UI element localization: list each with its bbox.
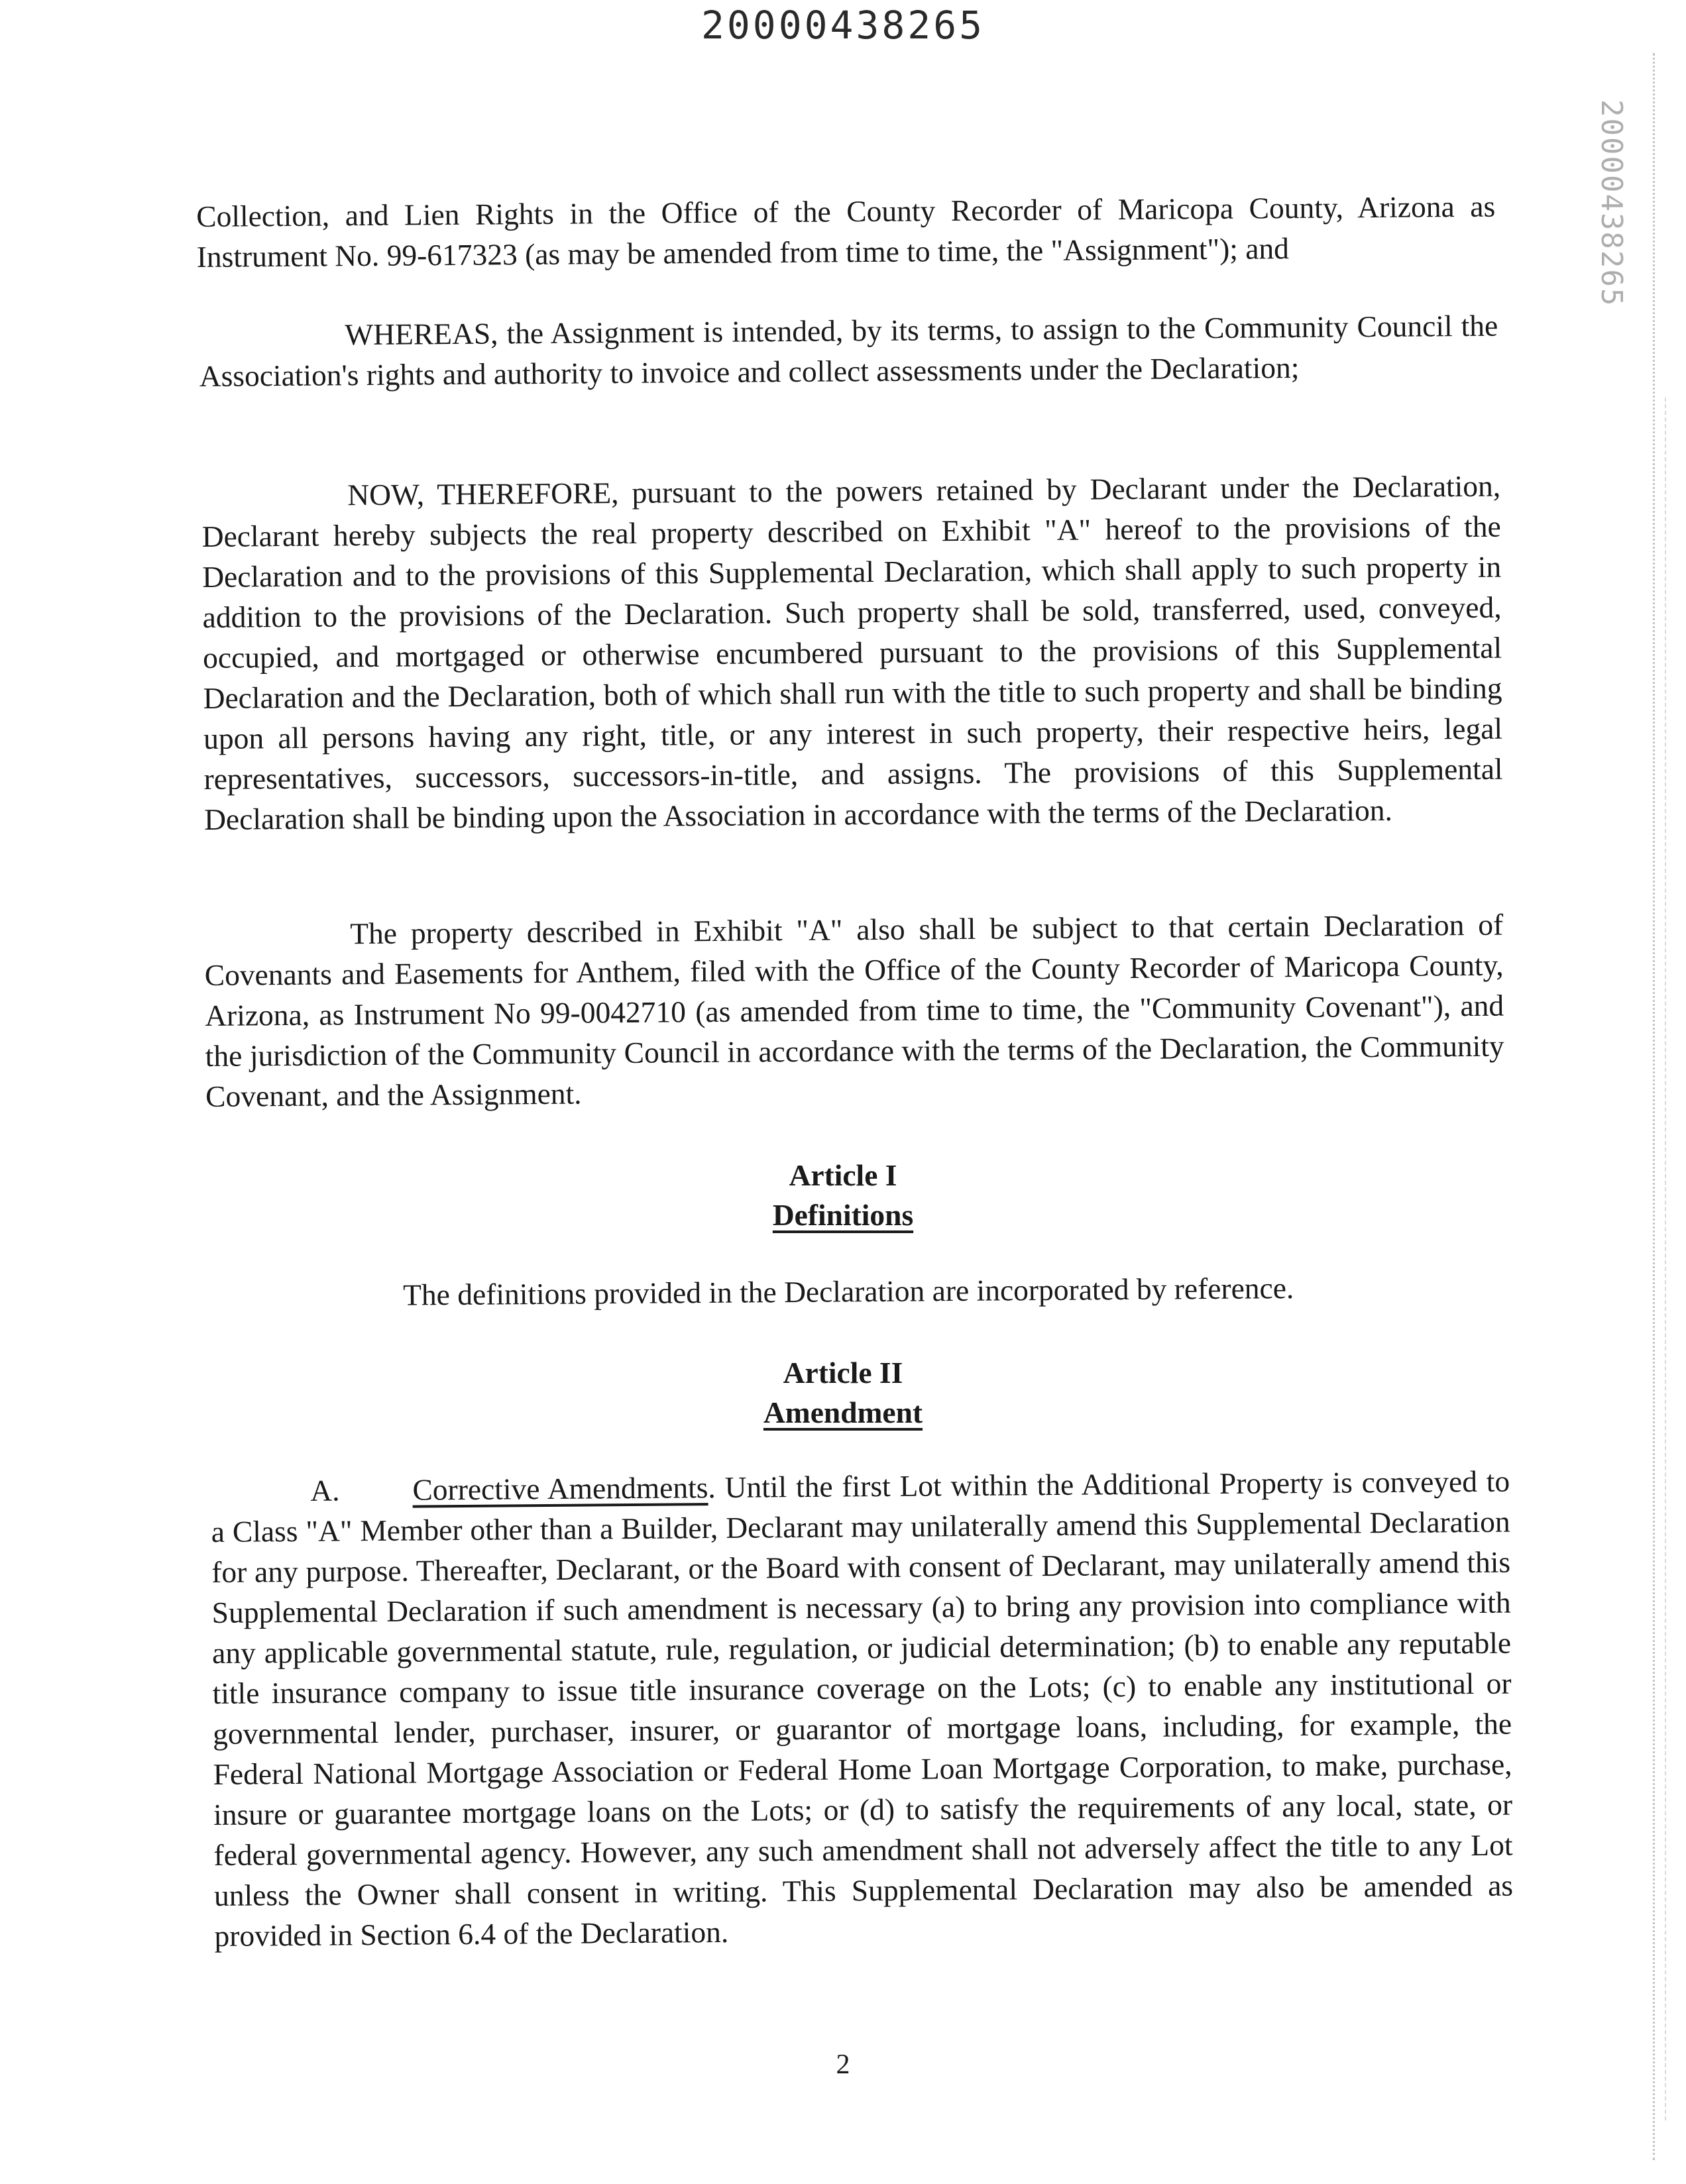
section-text: . Until the first Lot within the Additional Property is conveyed to a Class "A" Member other than a Builder, Declarant may unilaterally amend this Supplemental Declaration for any purpose. Thereafter, Declarant, or the Board with consent of Declarant, may unilaterally amend this Supplemental Declaration if such amendment is necessary (a) to bring any provision into compliance with any applicable governmental statute, rule, regulation, or judicial determination; (b) to enable any reputable title insurance company to issue title insurance coverage on the Lots; (c) to enable any institutional or governmental lender, purchaser, insurer, or guarantor of mortgage loans, including, for example, the Federal National Mortgage Association or Federal Home Loan Mortgage Corporation, to make, purchase, insure or guarantee mortgage loans on the Lots; or (d) to satisfy the requirements of any local, state, or federal governmental agency. However, any such amendment shall not adversely affect the title to any Lot unless the Owner shall consent in writing. This Supplemental Declaration may also be amended as provided in Section 6.4 of the Declaration.	[211, 1464, 1514, 1953]
paragraph-text: WHEREAS, the Assignment is intended, by its terms, to assign to the Community Council the Association's rights and authority to invoice and collect assessments under the Declaration;	[199, 308, 1498, 393]
paragraph-now-therefore	[201, 466, 1503, 840]
section-corrective-amendments	[211, 1461, 1514, 1956]
article-1-title: Article I	[789, 1158, 897, 1192]
article-2-subtitle: Amendment	[763, 1395, 923, 1429]
scan-edge-mark	[1653, 53, 1655, 2160]
paragraph-text: The property described in Exhibit "A" also shall be subject to that certain Declaration of Covenants and Easements for Anthem, filed with the Office of the County Recorder of Maricopa County, Arizona, as Instrument No 99-0042710 (as amended from time to time, the "Community Covenant"), and the jurisdiction of the Community Council in accordance with the terms of the Declaration, the Community Covenant, and the Assignment.	[204, 907, 1504, 1113]
paragraph-text: Collection, and Lien Rights in the Office of the County Recorder of Maricopa County, Arizona as Instrument No. 99-617323 (as may be amended from time to time, the "Assignment"); and	[196, 189, 1496, 274]
article-1-subtitle: Definitions	[772, 1198, 914, 1232]
paragraph-text: NOW, THEREFORE, pursuant to the powers retained by Declarant under the Declaration, Declarant hereby subjects the real property described on Exhibit "A" hereof to the provisions of the Declaration and to the provisions of this Supplemental Declaration, which shall apply to such property in addition to the provisions of the Declaration. Such property shall be sold, transferred, used, conveyed, occupied, and mortgaged or otherwise encumbered pursuant to the provisions of this Supplemental Declaration and the Declaration, both of which shall run with the title to such property and shall be binding upon all persons having any right, title, or any interest in such property, their respective heirs, legal representatives, successors, successors-in-title, and assigns. The provisions of this Supplemental Declaration shall be binding upon the Association in accordance with the terms of the Declaration.	[201, 468, 1503, 836]
article-2-title: Article II	[783, 1356, 903, 1390]
paragraph-whereas	[199, 305, 1498, 396]
article-1-text-block	[199, 1266, 1498, 1317]
paragraph-community-covenant	[204, 904, 1504, 1117]
paragraph-continuation	[196, 186, 1496, 277]
section-paragraph	[211, 1461, 1514, 1956]
page-number: 2	[836, 2049, 850, 2080]
recording-number: 20000438265	[701, 3, 985, 48]
article-1-text: The definitions provided in the Declaration are incorporated by reference.	[402, 1271, 1294, 1312]
article-1-heading	[0, 1156, 1686, 1235]
section-title: Corrective Amendments	[412, 1470, 708, 1507]
article-2-heading	[0, 1353, 1686, 1433]
side-recording-stamp: 20000438265	[1595, 99, 1628, 307]
scan-edge-mark-secondary	[1665, 398, 1666, 2120]
section-label: A.	[310, 1473, 340, 1507]
